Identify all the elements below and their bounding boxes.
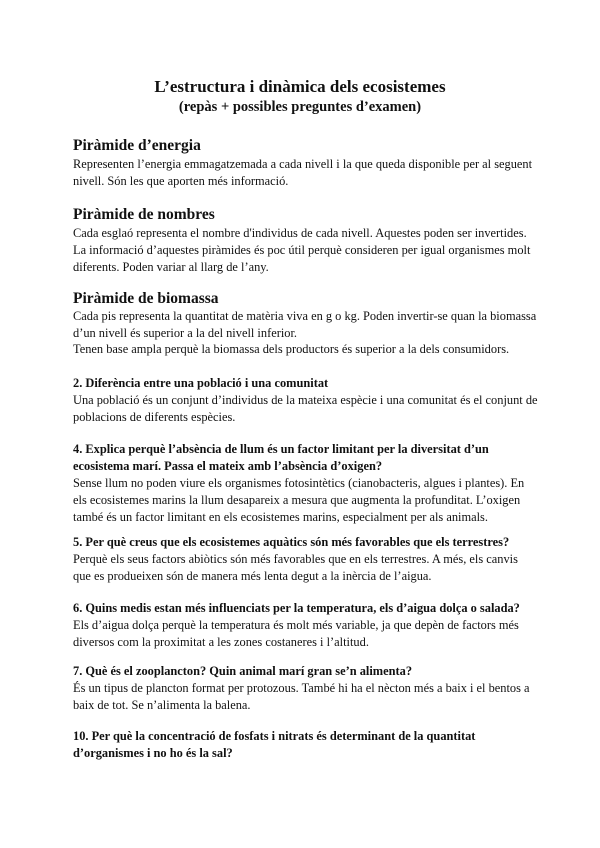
- answer-text-line: diversos com la proximitat a les zones costaneres i l’altitud.: [73, 635, 369, 649]
- answer-text-line: Una població és un conjunt d’individus de la mateixa espècie i una comunitat és el conjunt de: [73, 393, 538, 407]
- question-heading: 5. Per què creus que els ecosistemes aquàtics són més favorables que els terrestres?: [73, 535, 510, 549]
- section-heading-biomass-pyramid: Piràmide de biomassa: [73, 290, 219, 307]
- answer-text-line: poblacions de diferents espècies.: [73, 410, 236, 424]
- section-text-line: Cada esglaó representa el nombre d'individus de cada nivell. Aquestes poden ser invertides.: [73, 226, 527, 240]
- section-text-line: d’un nivell és superior a la del nivell inferior.: [73, 326, 297, 340]
- answer-text-line: Els d’aigua dolça perquè la temperatura és molt més variable, ja que depèn de factors més: [73, 618, 519, 632]
- question-heading: 6. Quins medis estan més influenciats per la temperatura, els d’aigua dolça o salada?: [73, 601, 520, 615]
- section-text-line: nivell. Són les que aporten més informació.: [73, 174, 289, 188]
- section-text-line: Cada pis representa la quantitat de matèria viva en g o kg. Poden invertir-se quan la biomassa: [73, 309, 537, 323]
- question-heading: d’organismes i no ho és la sal?: [73, 746, 233, 760]
- question-heading: 7. Què és el zooplancton? Quin animal marí gran se’n alimenta?: [73, 664, 413, 678]
- question-heading: 2. Diferència entre una població i una comunitat: [73, 376, 329, 390]
- section-heading-energy-pyramid: Piràmide d’energia: [73, 137, 201, 154]
- document-subtitle: (repàs + possibles preguntes d’examen): [178, 99, 422, 115]
- answer-text-line: que es produeixen són de manera més lenta degut a la inèrcia de l’aigua.: [73, 569, 432, 583]
- answer-text-line: també és un factor limitant en els ecosistemes marins, especialment per als animals.: [73, 510, 488, 524]
- section-text-line: La informació d’aquestes piràmides és poc útil perquè consideren per igual organismes molt: [73, 243, 531, 257]
- answer-text-line: baix de tot. Se n’alimenta la balena.: [73, 698, 251, 712]
- section-text-line: diferents. Poden variar al llarg de l’any.: [73, 260, 269, 274]
- answer-text-line: els ecosistemes marins la llum desapareix a mesura que augmenta la profunditat. L’oxigen: [73, 493, 521, 507]
- answer-text-line: Sense llum no poden viure els organismes fotosintètics (cianobacteris, algues i plantes). En: [73, 476, 525, 490]
- answer-text-line: És un tipus de plancton format per protozous. També hi ha el nècton més a baix i el bentos a: [73, 681, 530, 695]
- question-heading: 4. Explica perquè l’absència de llum és un factor limitant per la diversitat d’un: [73, 442, 489, 456]
- question-heading: ecosistema marí. Passa el mateix amb l’absència d’oxigen?: [73, 459, 383, 473]
- section-text-line: Representen l’energia emmagatzemada a cada nivell i la que queda disponible per al seguent: [73, 157, 533, 171]
- answer-text-line: Perquè els seus factors abiòtics són més favorables que en els terrestres. A més, els canvis: [73, 552, 518, 566]
- document-title: L’estructura i dinàmica dels ecosistemes: [154, 77, 446, 96]
- section-text-line: Tenen base ampla perquè la biomassa dels productors és superior a la dels consumidors.: [73, 342, 510, 356]
- section-heading-numbers-pyramid: Piràmide de nombres: [73, 206, 215, 223]
- question-heading: 10. Per què la concentració de fosfats i nitrats és determinant de la quantitat: [73, 729, 476, 743]
